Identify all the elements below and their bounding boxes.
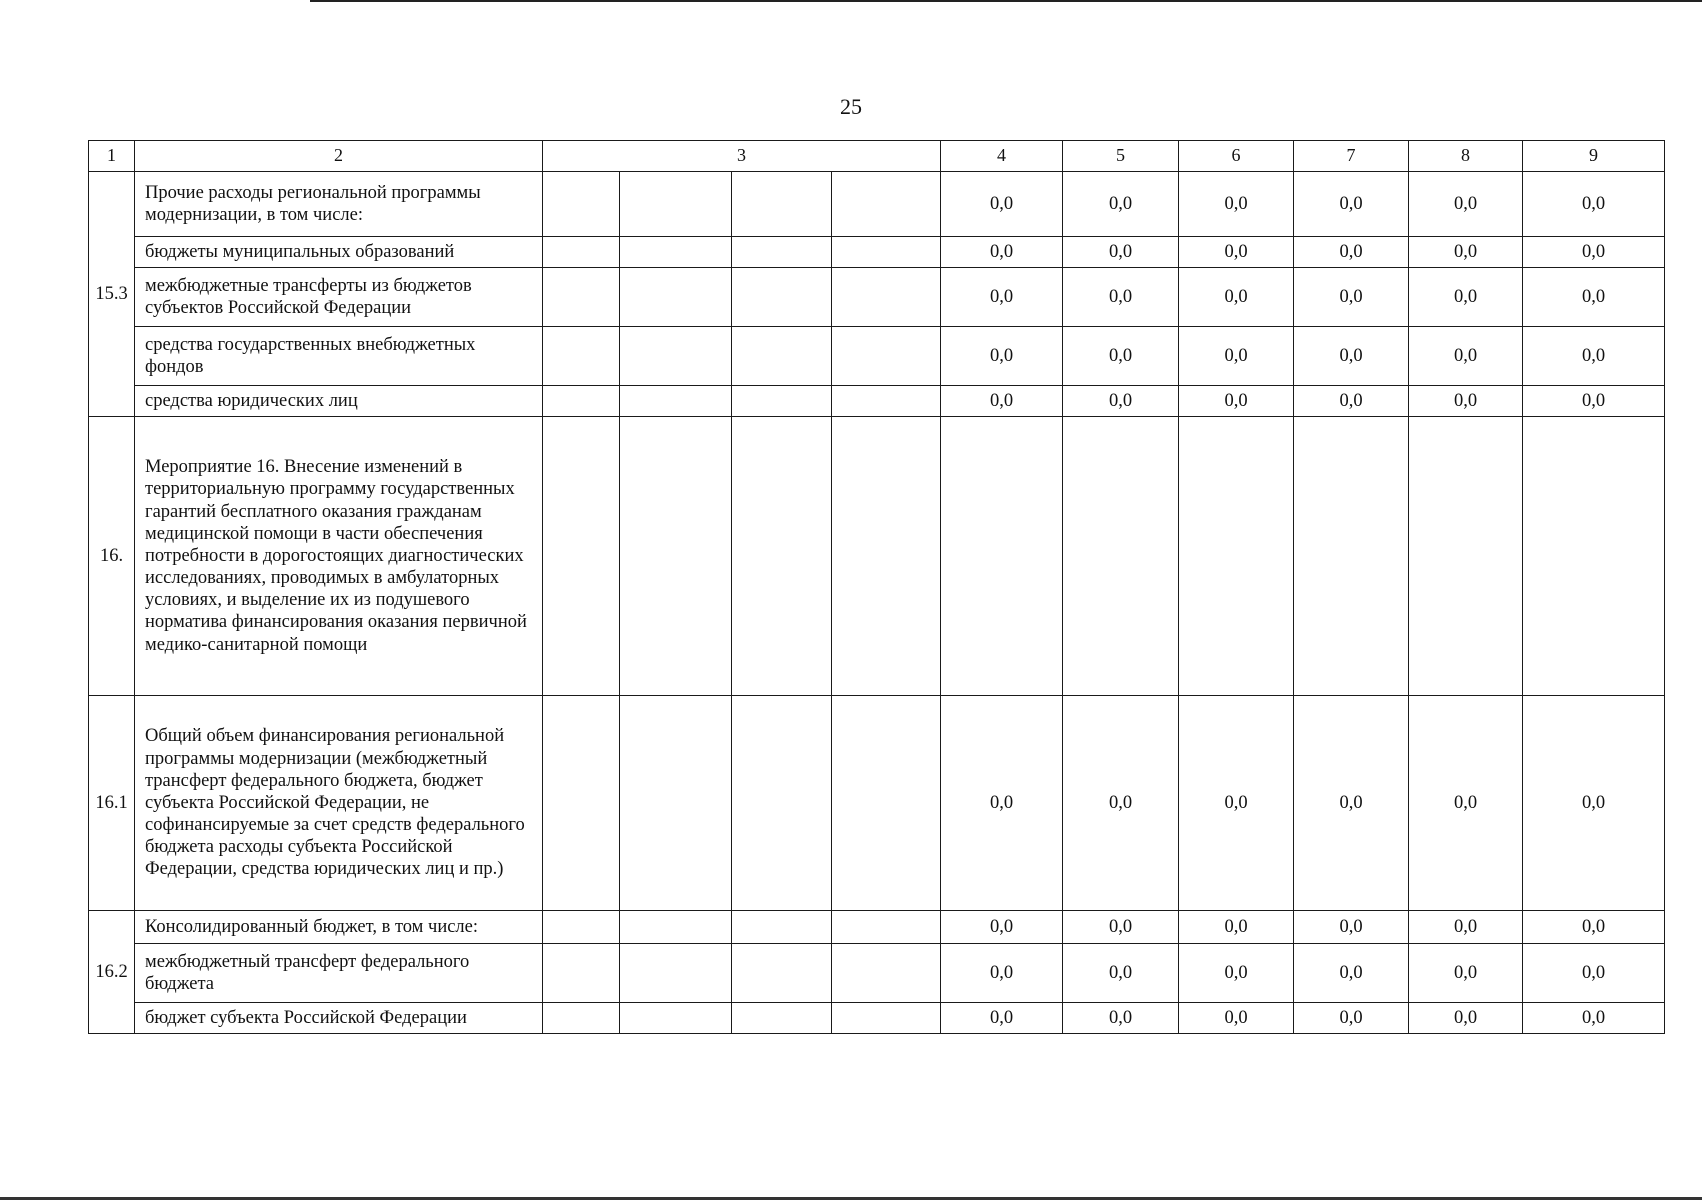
value-cell: 0,0 — [1523, 268, 1665, 327]
table-row — [89, 911, 1665, 944]
empty-cell — [620, 417, 732, 696]
value-cell: 0,0 — [1523, 172, 1665, 237]
value-cell: 0,0 — [1179, 944, 1294, 1003]
value-cell: 0,0 — [941, 268, 1063, 327]
empty-cell — [941, 417, 1063, 696]
value-cell: 0,0 — [941, 911, 1063, 944]
table-row — [89, 327, 1665, 386]
header-col-1: 1 — [89, 141, 135, 172]
empty-cell — [620, 386, 732, 417]
value-cell: 0,0 — [1179, 268, 1294, 327]
value-cell: 0,0 — [1523, 696, 1665, 911]
value-cell: 0,0 — [1179, 696, 1294, 911]
value-cell: 0,0 — [1523, 386, 1665, 417]
row-label: межбюджетный трансферт федерального бюджета — [135, 944, 543, 1003]
table-row — [89, 268, 1665, 327]
header-col-9: 9 — [1523, 141, 1665, 172]
empty-cell — [732, 1003, 832, 1034]
row-label: Консолидированный бюджет, в том числе: — [135, 911, 543, 944]
table-row — [89, 696, 1665, 911]
row-number: 16. — [89, 417, 135, 696]
table-row — [89, 172, 1665, 237]
value-cell: 0,0 — [941, 327, 1063, 386]
empty-cell — [1523, 417, 1665, 696]
empty-cell — [620, 1003, 732, 1034]
empty-cell — [543, 417, 620, 696]
table-row — [89, 237, 1665, 268]
value-cell: 0,0 — [1063, 237, 1179, 268]
value-cell: 0,0 — [1523, 1003, 1665, 1034]
value-cell: 0,0 — [1409, 911, 1523, 944]
row-label: средства государственных внебюджетных фондов — [135, 327, 543, 386]
empty-cell — [732, 696, 832, 911]
empty-cell — [732, 237, 832, 268]
value-cell: 0,0 — [1523, 911, 1665, 944]
empty-cell — [543, 1003, 620, 1034]
row-label: средства юридических лиц — [135, 386, 543, 417]
empty-cell — [1409, 417, 1523, 696]
row-label: Общий объем финансирования региональной программы модернизации (межбюджетный трансферт федерального бюджета, бюджет субъекта Российской Федерации, не софинансируемые за счет средств федерального бюджета расходы субъекта Российской Федерации, средства юридических лиц и пр.) — [135, 696, 543, 911]
value-cell: 0,0 — [941, 1003, 1063, 1034]
value-cell: 0,0 — [941, 172, 1063, 237]
value-cell: 0,0 — [1179, 1003, 1294, 1034]
value-cell: 0,0 — [1179, 172, 1294, 237]
row-label: Прочие расходы региональной программы модернизации, в том числе: — [135, 172, 543, 237]
empty-cell — [732, 911, 832, 944]
empty-cell — [832, 172, 941, 237]
empty-cell — [543, 327, 620, 386]
header-col-6: 6 — [1179, 141, 1294, 172]
value-cell: 0,0 — [1063, 944, 1179, 1003]
empty-cell — [732, 417, 832, 696]
value-cell: 0,0 — [1409, 944, 1523, 1003]
header-col-4: 4 — [941, 141, 1063, 172]
value-cell: 0,0 — [1294, 696, 1409, 911]
empty-cell — [832, 327, 941, 386]
empty-cell — [732, 172, 832, 237]
value-cell: 0,0 — [941, 386, 1063, 417]
empty-cell — [1294, 417, 1409, 696]
value-cell: 0,0 — [1294, 327, 1409, 386]
value-cell: 0,0 — [1409, 696, 1523, 911]
table-row — [89, 386, 1665, 417]
empty-cell — [832, 911, 941, 944]
empty-cell — [1179, 417, 1294, 696]
table-header-row — [89, 141, 1665, 172]
empty-cell — [832, 417, 941, 696]
value-cell: 0,0 — [1294, 386, 1409, 417]
value-cell: 0,0 — [1179, 327, 1294, 386]
empty-cell — [620, 268, 732, 327]
value-cell: 0,0 — [1409, 327, 1523, 386]
row-number: 15.3 — [89, 172, 135, 417]
value-cell: 0,0 — [1063, 696, 1179, 911]
empty-cell — [832, 237, 941, 268]
scan-edge-top — [310, 0, 1702, 2]
empty-cell — [832, 696, 941, 911]
header-col-7: 7 — [1294, 141, 1409, 172]
header-col-8: 8 — [1409, 141, 1523, 172]
value-cell: 0,0 — [1294, 944, 1409, 1003]
value-cell: 0,0 — [1523, 237, 1665, 268]
value-cell: 0,0 — [1409, 268, 1523, 327]
value-cell: 0,0 — [1063, 268, 1179, 327]
table-row — [89, 417, 1665, 696]
value-cell: 0,0 — [1523, 327, 1665, 386]
empty-cell — [620, 237, 732, 268]
header-col-3: 3 — [543, 141, 941, 172]
value-cell: 0,0 — [941, 237, 1063, 268]
empty-cell — [543, 386, 620, 417]
value-cell: 0,0 — [1523, 944, 1665, 1003]
value-cell: 0,0 — [1409, 172, 1523, 237]
empty-cell — [832, 386, 941, 417]
table-row — [89, 1003, 1665, 1034]
table-row — [89, 944, 1665, 1003]
value-cell: 0,0 — [1409, 386, 1523, 417]
row-label: Мероприятие 16. Внесение изменений в территориальную программу государственных гарантий бесплатного оказания гражданам медицинской помощи в части обеспечения потребности в дорогостоящих диагностических исследованиях, проводимых в амбулаторных условиях, и выделение их из подушевого норматива финансирования оказания первичной медико-санитарной помощи — [135, 417, 543, 696]
empty-cell — [620, 911, 732, 944]
budget-table — [88, 140, 1665, 1034]
empty-cell — [620, 327, 732, 386]
header-col-5: 5 — [1063, 141, 1179, 172]
header-col-2: 2 — [135, 141, 543, 172]
empty-cell — [543, 911, 620, 944]
value-cell: 0,0 — [941, 944, 1063, 1003]
value-cell: 0,0 — [1063, 327, 1179, 386]
value-cell: 0,0 — [1063, 911, 1179, 944]
value-cell: 0,0 — [1409, 237, 1523, 268]
empty-cell — [620, 944, 732, 1003]
empty-cell — [543, 944, 620, 1003]
value-cell: 0,0 — [1179, 386, 1294, 417]
empty-cell — [732, 386, 832, 417]
empty-cell — [732, 268, 832, 327]
empty-cell — [832, 944, 941, 1003]
value-cell: 0,0 — [1294, 1003, 1409, 1034]
value-cell: 0,0 — [1063, 172, 1179, 237]
empty-cell — [832, 1003, 941, 1034]
value-cell: 0,0 — [1294, 237, 1409, 268]
value-cell: 0,0 — [1294, 911, 1409, 944]
empty-cell — [543, 237, 620, 268]
empty-cell — [1063, 417, 1179, 696]
empty-cell — [620, 172, 732, 237]
row-label: бюджет субъекта Российской Федерации — [135, 1003, 543, 1034]
value-cell: 0,0 — [1179, 237, 1294, 268]
empty-cell — [732, 327, 832, 386]
empty-cell — [620, 696, 732, 911]
empty-cell — [543, 172, 620, 237]
row-number: 16.2 — [89, 911, 135, 1034]
value-cell: 0,0 — [1179, 911, 1294, 944]
empty-cell — [543, 696, 620, 911]
row-label: межбюджетные трансферты из бюджетов субъектов Российской Федерации — [135, 268, 543, 327]
value-cell: 0,0 — [1063, 386, 1179, 417]
value-cell: 0,0 — [1409, 1003, 1523, 1034]
empty-cell — [732, 944, 832, 1003]
value-cell: 0,0 — [1063, 1003, 1179, 1034]
empty-cell — [832, 268, 941, 327]
empty-cell — [543, 268, 620, 327]
row-label: бюджеты муниципальных образований — [135, 237, 543, 268]
row-number: 16.1 — [89, 696, 135, 911]
value-cell: 0,0 — [1294, 172, 1409, 237]
value-cell: 0,0 — [1294, 268, 1409, 327]
page-number: 25 — [840, 94, 862, 119]
value-cell: 0,0 — [941, 696, 1063, 911]
